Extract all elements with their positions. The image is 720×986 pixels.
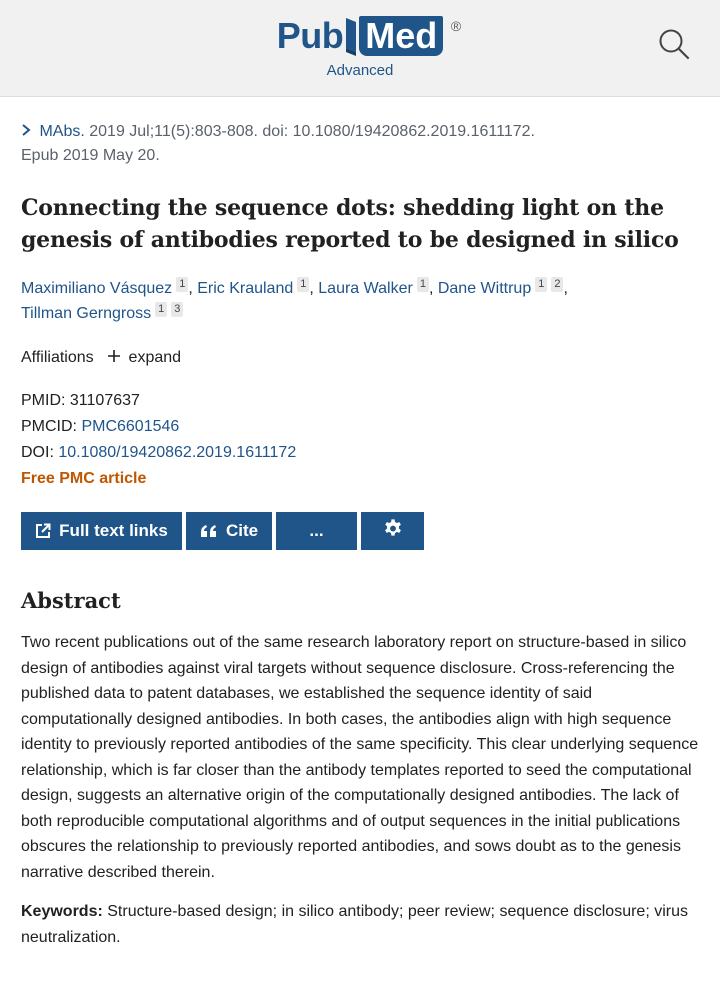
affiliation-badge[interactable]: 1 — [417, 277, 429, 292]
abstract-heading: Abstract — [21, 588, 121, 613]
app-header — [0, 0, 720, 97]
logo-mark — [276, 14, 462, 58]
plus-icon — [104, 349, 125, 366]
author-item — [437, 277, 564, 297]
full-text-links-label: Full text links — [59, 521, 168, 540]
doi-link[interactable]: 10.1080/19420862.2019.1611172 — [58, 444, 297, 461]
chevron-right-icon[interactable] — [21, 123, 35, 140]
epub-date: Epub 2019 May 20. — [21, 147, 160, 164]
author-link[interactable]: Laura Walker — [318, 280, 413, 297]
citation-details: 2019 Jul;11(5):803-808. doi: 10.1080/19420862.2019.1611172. — [84, 123, 535, 140]
more-actions-button[interactable] — [276, 512, 357, 550]
article-details — [21, 120, 701, 492]
journal-link[interactable]: MAbs. — [39, 123, 85, 140]
author-item — [21, 302, 183, 322]
quote-icon — [200, 524, 218, 538]
keywords-text: Structure-based design; in silico antibody; peer review; sequence disclosure; virus neutralization. — [21, 903, 688, 946]
abstract-section — [21, 588, 701, 950]
logo-med-text: Med — [359, 16, 443, 56]
gear-icon — [382, 518, 404, 545]
affiliation-badge[interactable]: 1 — [155, 302, 167, 317]
logo-pub-text: Pub — [276, 15, 344, 56]
full-text-links-button[interactable] — [21, 512, 182, 550]
article-title: Connecting the sequence dots: shedding light on the genesis of antibodies reported to be designed in silico — [21, 195, 679, 253]
affiliation-badge[interactable]: 1 — [176, 277, 188, 292]
affiliations-label: Affiliations — [21, 349, 94, 366]
cite-button[interactable] — [186, 512, 272, 550]
affiliation-badge[interactable]: 2 — [551, 277, 563, 292]
logo-book-icon — [344, 18, 358, 54]
external-link-icon — [35, 523, 51, 539]
author-link[interactable]: Maximiliano Vásquez — [21, 280, 173, 297]
affiliation-badge[interactable]: 1 — [297, 277, 309, 292]
author-item — [197, 277, 309, 297]
pmid-value: 31107637 — [69, 392, 140, 409]
expand-label: expand — [128, 349, 182, 366]
author-link[interactable]: Eric Krauland — [197, 280, 294, 297]
abstract-text: Two recent publications out of the same research laboratory report on structure-based in silico design of antibodies against viral targets without sequence disclosure. Cross-referencing the published data to patent databases, we established the sequence identity of said computationally designed antibodies. In both cases, the antibodies align with high sequence identity to previously reported antibodies of the same specificity. This clear underlying sequence relationship, which is far closer than the antibody templates reported to seed the computational design, suggests an alternative origin of the computationally designed antibodies. The lack of both reproducible computational algorithms and of output sequences in the initial publications obscures the relationship to previously reported antibodies, and sows doubt as to the genesis narrative described therein. — [21, 634, 699, 881]
affiliations-toggle[interactable] — [21, 348, 701, 368]
logo-subtitle: Advanced — [326, 62, 394, 79]
pmcid-row — [21, 414, 701, 440]
citation — [21, 120, 701, 168]
pubmed-logo[interactable] — [0, 14, 720, 79]
pmid-label: PMID: — [21, 392, 66, 409]
affiliation-badge[interactable]: 3 — [171, 302, 183, 317]
pmcid-link[interactable]: PMC6601546 — [81, 418, 180, 435]
affiliation-badge[interactable]: 1 — [535, 277, 547, 292]
pmid-row — [21, 388, 701, 414]
doi-row — [21, 440, 701, 466]
pmcid-label: PMCID: — [21, 418, 77, 435]
author-link[interactable]: Tillman Gerngross — [21, 305, 152, 322]
doi-label: DOI: — [21, 444, 54, 461]
author-item — [318, 277, 429, 297]
free-pmc-article-label: Free PMC article — [21, 470, 147, 487]
cite-label: Cite — [225, 521, 259, 540]
registered-mark: ® — [450, 18, 462, 34]
keywords — [21, 899, 701, 950]
author-list: Maximiliano Vásquez 1 , Eric Krauland 1 , Laura Walker 1 , Dane Wittrup 1 2 , Tillman Gerngross 1 3 — [21, 277, 568, 322]
search-icon[interactable] — [656, 26, 692, 62]
author-item — [21, 277, 188, 297]
identifiers — [21, 388, 701, 492]
more-label: ... — [309, 521, 324, 540]
author-link[interactable]: Dane Wittrup — [437, 280, 532, 297]
settings-button[interactable] — [361, 512, 424, 550]
action-bar — [21, 512, 424, 550]
keywords-label: Keywords: — [21, 903, 103, 920]
